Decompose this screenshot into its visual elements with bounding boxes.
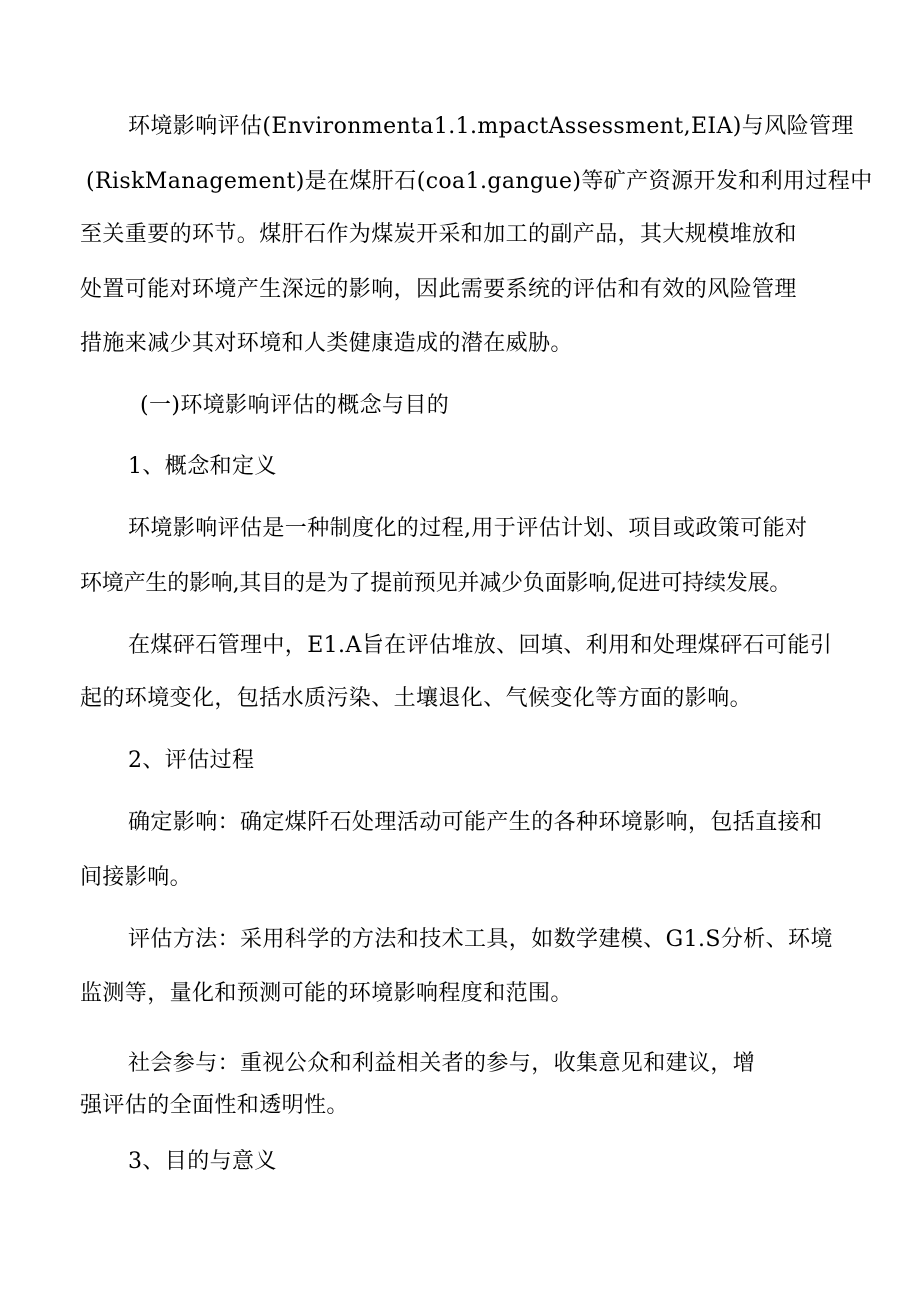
text-line: 强评估的全面性和透明性。 [80,1093,349,1118]
text-line: 确定影响：确定煤阡石处理活动可能产生的各种环境影响，包括直接和 [128,810,823,835]
text-line: 环境影响评估(Environmenta1.1.mpactAssessment,EIA)与风险管理 [128,114,854,139]
text-line: 评估方法：采用科学的方法和技术工具，如数学建模、G1.S分析、环境 [128,927,833,952]
text-line: 监测等，量化和预测可能的环境影响程度和范围。 [80,981,573,1006]
subsection-heading-1: 1、概念和定义 [128,454,277,479]
text-line: (RiskManagement)是在煤肝石(coa1.gangue)等矿产资源开发和利用过程中 [86,169,873,194]
text-line: 环境影响评估是一种制度化的过程,用于评估计划、项目或政策可能对 [128,516,808,541]
text-line: 处置可能对环境产生深远的影响，因此需要系统的评估和有效的风险管理 [80,277,797,302]
text-line: 间接影响。 [80,865,193,890]
text-line: 社会参与：重视公众和利益相关者的参与，收集意见和建议，增 [128,1051,756,1076]
subsection-heading-2: 2、评估过程 [128,748,255,773]
text-line: 在煤砰石管理中，E1.A旨在评估堆放、回填、利用和处理煤砰石可能引 [128,633,833,658]
text-line: 至关重要的环节。煤肝石作为煤炭开采和加工的副产品，其大规模堆放和 [80,222,797,247]
text-line: 措施来减少其对环境和人类健康造成的潜在威胁。 [80,331,573,356]
subsection-heading-3: 3、目的与意义 [128,1149,277,1174]
text-line: 环境产生的影响,其目的是为了提前预见并减少负面影响,促进可持续发展。 [80,571,792,596]
text-line: 起的环境变化，包括水质污染、土壤退化、气候变化等方面的影响。 [80,686,753,711]
section-heading: (一)环境影响评估的概念与目的 [140,393,450,418]
